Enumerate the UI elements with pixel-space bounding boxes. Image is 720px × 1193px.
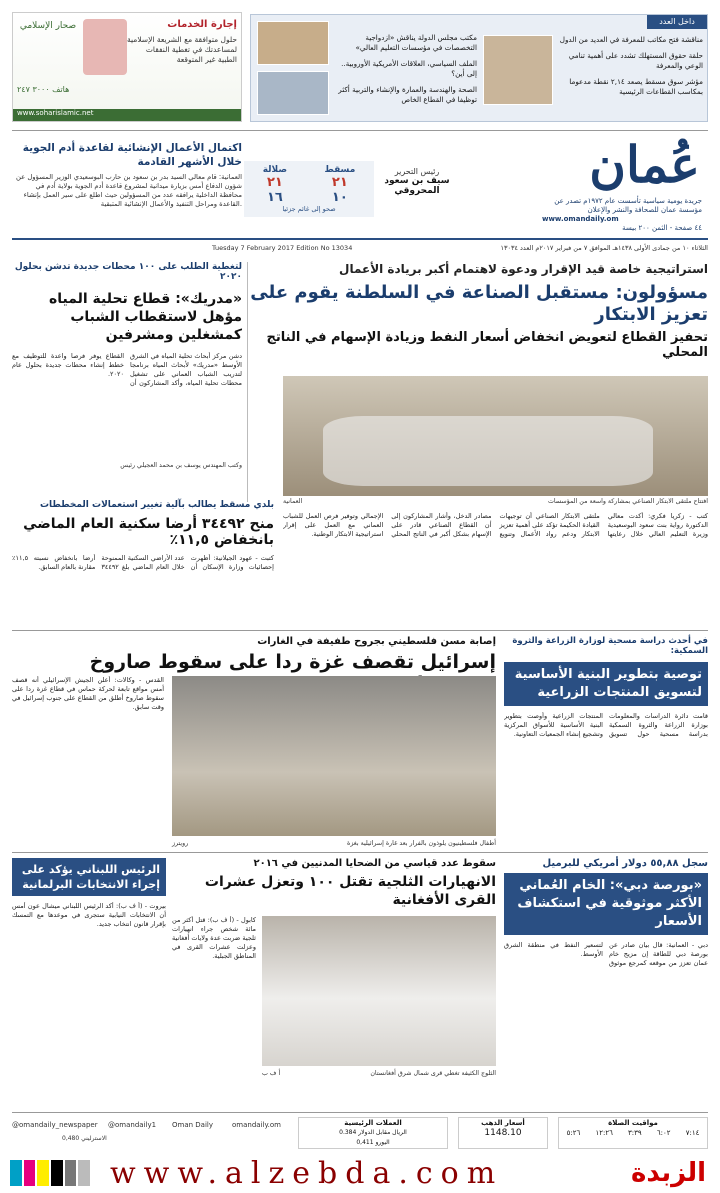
gaza-credit: رويترز bbox=[172, 840, 189, 847]
watermark-logo: الزبدة bbox=[631, 1158, 706, 1188]
masthead bbox=[12, 130, 708, 240]
weather-low: ١٠ bbox=[331, 190, 348, 205]
inside-issue-box bbox=[250, 14, 708, 122]
advert-photo bbox=[83, 19, 127, 75]
masthead-site[interactable]: www.omandaily.om bbox=[542, 215, 619, 223]
oil-headline[interactable]: «بورصة دبي»: الخام العُماني الأكثر موثوقية في استكشاف الأسعار bbox=[504, 873, 708, 935]
lebanon-headline[interactable]: الرئيس اللبناني يؤكد على إجراء الانتخابات البرلمانية bbox=[12, 858, 166, 896]
weather-label: صحو إلى غائم جزئيا bbox=[282, 205, 336, 213]
lead-photo-caption: افتتاح ملتقى الابتكار الصناعي بمشاركة واسعة من المؤسسات bbox=[547, 498, 708, 505]
inside-item[interactable]: الصحة والهندسة والعمارة والإنشاء والتربية أكثر توظيفا في القطاع الخاص bbox=[338, 85, 477, 104]
masthead-news bbox=[12, 141, 242, 209]
inside-list-right bbox=[557, 35, 703, 97]
social-instagram[interactable]: @omandaily_newspaper bbox=[12, 1121, 98, 1129]
editor-name: سيف بن سعود المحروقي bbox=[384, 176, 450, 196]
inside-list-left bbox=[337, 33, 477, 105]
lead-photo-table bbox=[323, 416, 653, 486]
desal-body: دشن مركز أبحاث تحلية المياه في الشرق الأوسط «مدريك» لأبحاث المياه برنامجا لتدريب الشباب العماني على تشغيل محطات تحلية المياه، وأكد المشاركون أن القطاع يوفر فرصا واعدة للتوظيف مع خطط إنشاء محطات جديدة بحلول عام ٢٠٢٠. bbox=[12, 352, 242, 387]
lead-photo bbox=[283, 376, 708, 496]
gold-label: أسعار الذهب bbox=[481, 1119, 525, 1127]
inside-item[interactable]: الملف السياسي، العلاقات الأمريكية الأوروبية.. إلى أين؟ bbox=[341, 59, 477, 78]
inside-issue-header: داخل العدد bbox=[647, 15, 707, 29]
desal-headline[interactable]: «مدريك»: قطاع تحلية المياه مؤهل لاستقطاب الشباب كمشغلين ومشرفين bbox=[49, 291, 242, 343]
desal-story bbox=[12, 262, 242, 470]
land-kicker: بلدي مسقط يطالب بآلية تغيير استعمالات المخططات bbox=[39, 500, 274, 510]
social-site[interactable]: omandaily.om bbox=[232, 1121, 281, 1129]
weather-low: ١٦ bbox=[266, 190, 283, 205]
dateline-ar: الثلاثاء ١٠ من جمادى الأولى ١٤٣٨هـ الموافق ٧ من فبراير ٢٠١٧م العدد ١٣٠٣٤ bbox=[500, 244, 708, 252]
desal-kicker: لتغطية الطلب على ١٠٠ محطات جديدة تدشن بحلول ٢٠٢٠ bbox=[14, 262, 242, 282]
weather-city: مسقط bbox=[324, 165, 356, 175]
dateline-en: Tuesday 7 February 2017 Edition No 13034 bbox=[212, 244, 353, 252]
gaza-headline[interactable]: إسرائيل تقصف غزة ردا على سقوط صاروخ bbox=[89, 651, 496, 673]
inside-item[interactable]: مؤشر سوق مسقط يصعد ٢,١٤ نقطة مدعوما بمكاسب القطاعات الرئيسية bbox=[569, 77, 703, 96]
prayer-time: ٦:٠٢ bbox=[656, 1129, 671, 1137]
inside-item[interactable]: حلقة حقوق المستهلك تشدد على أهمية تنامي الوعي والمعرفة bbox=[568, 51, 703, 70]
inside-thumb-2 bbox=[257, 71, 329, 115]
currency-box bbox=[298, 1117, 448, 1149]
advert-brand: صحار الإسلامي bbox=[19, 21, 77, 31]
masthead-subtitle-text: جريدة يومية سياسية تأسست عام ١٩٧٢م تصدر عن مؤسسة عمان للصحافة والنشر والإعلان bbox=[554, 197, 702, 214]
prayer-time: ٣:٣٩ bbox=[628, 1129, 642, 1137]
land-story bbox=[12, 500, 274, 624]
afghan-photo bbox=[262, 916, 496, 1066]
prayer-label: مواقيت الصلاة bbox=[608, 1119, 658, 1127]
footer-ticker bbox=[12, 1112, 708, 1152]
lead-headline[interactable]: مسؤولون: مستقبل الصناعة في السلطنة يقوم على تعزيز الابتكار bbox=[250, 282, 708, 325]
lead-story bbox=[250, 262, 708, 360]
gaza-body: القدس - وكالات: أعلن الجيش الإسرائيلي أنه قصف أمس مواقع تابعة لحركة حماس في قطاع غزة ردا على سقوط صاروخ أطلق من القطاع على جنوب إسرائيل في وقت سابق. bbox=[12, 676, 164, 711]
gaza-photo bbox=[172, 676, 496, 836]
advert-url[interactable]: www.soharislamic.net bbox=[13, 109, 241, 121]
gaza-caption: أطفال فلسطينيون يلوذون بالفرار بعد غارة إسرائيلية بغزة bbox=[347, 840, 496, 847]
masthead-price: ٤٤ صفحة - الثمن ٢٠٠ بيسة bbox=[622, 224, 702, 232]
afghan-story bbox=[172, 858, 496, 909]
inside-item[interactable]: مكتب مجلس الدولة يناقش «ازدواجية التخصصات في مؤسسات التعليم العالي» bbox=[355, 33, 477, 52]
gold-box bbox=[458, 1117, 548, 1149]
afghan-credit: أ ف ب bbox=[262, 1070, 281, 1077]
currency-label: العملات الرئيسية bbox=[344, 1119, 402, 1127]
dateline bbox=[12, 244, 708, 256]
oil-kicker: سجل ٥٥,٨٨ دولار أمريكي للبرميل bbox=[542, 858, 708, 869]
prayer-times-box bbox=[558, 1117, 708, 1149]
weather-box bbox=[244, 161, 374, 217]
editor-label: رئيس التحرير bbox=[394, 167, 440, 176]
lead-kicker: استراتيجية خاصة قيد الإقرار ودعوة لاهتمام أكبر بريادة الأعمال bbox=[339, 262, 708, 276]
lead-subhead: تحفيز القطاع لتعويض انخفاض أسعار النفط وزيادة الإسهام في الناتج المحلي bbox=[266, 330, 708, 360]
currency-rate: اليورو 0,411 bbox=[356, 1139, 390, 1146]
weather-high: ٢١ bbox=[266, 175, 283, 190]
land-body: كتبت - عهود الجيلانية: أظهرت إحصائيات وزارة الإسكان أن عدد الأراضي السكنية الممنوحة خلال العام الماضي بلغ ٣٤٤٩٢ أرضا بانخفاض نسبته ١١,٥٪ مقارنة بالعام السابق. bbox=[12, 554, 274, 571]
social-facebook[interactable]: Oman Daily bbox=[172, 1121, 213, 1129]
desal-author: وكتب المهندس يوسف بن محمد العجيلي رئيس bbox=[120, 462, 242, 469]
oil-story bbox=[504, 858, 708, 1111]
agri-story bbox=[504, 636, 708, 852]
advert-title: إجارة الخدمات bbox=[167, 19, 237, 30]
section-rule bbox=[12, 852, 708, 853]
section-rule bbox=[12, 630, 708, 631]
prayer-time: ٧:١٤ bbox=[685, 1129, 700, 1137]
land-headline[interactable]: منح ٣٤٤٩٢ أرضا سكنية العام الماضي بانخفاض ١١,٥٪ bbox=[23, 516, 274, 548]
inside-thumb-3 bbox=[483, 35, 553, 105]
masthead-news-title[interactable]: اكتمال الأعمال الإنشائية لقاعدة أدم الجوية خلال الأشهر القادمة bbox=[22, 142, 242, 168]
masthead-news-text: العمانية: قام معالي السيد بدر بن سعود بن حارب البوسعيدي الوزير المسؤول عن شؤون الدفاع أمس بزيارة ميدانية لمشروع قاعدة أدم الجوية بولاية أدم في محافظة الداخلية يرافقه عدد من المسؤولين حيث اطلع على سير العمل بإنشاء القاعدة ومراحل التنفيذ والأعمال الإنشائية المتبقية. bbox=[15, 173, 242, 208]
column-divider bbox=[247, 262, 248, 502]
currency-rate: الاسترليني 0,480 bbox=[62, 1135, 107, 1142]
gold-value: 1148.10 bbox=[484, 1128, 522, 1138]
lebanon-body: بيروت - (أ ف ب): أكد الرئيس اللبناني ميشال عون أمس أن الانتخابات النيابية ستجرى في موعدها مع التمسك بإقرار قانون انتخاب جديد. bbox=[12, 902, 166, 928]
currency-rate: الريال مقابل الدولار 0.384 bbox=[339, 1129, 407, 1136]
advert-text: حلول متوافقة مع الشريعة الإسلامية لمساعدتك في تغطية النفقات الطبية غير المتوقعة bbox=[127, 35, 237, 64]
inside-thumb-1 bbox=[257, 21, 329, 65]
masthead-subtitle bbox=[542, 197, 702, 233]
lebanon-story bbox=[12, 858, 166, 1082]
watermark-strip bbox=[0, 1156, 720, 1193]
newspaper-logo: عُمان bbox=[589, 135, 700, 194]
afghan-caption: الثلوج الكثيفة تغطي قرى شمال شرق أفغانستان bbox=[370, 1070, 496, 1077]
inside-item[interactable]: مناقشة فتح مكاتب للمعرفة في العديد من الدول bbox=[559, 35, 703, 44]
afghan-body: كابول - (أ ف ب): قتل أكثر من مائة شخص جراء انهيارات ثلجية ضربت عدة ولايات أفغانية وعزلت عشرات القرى في المناطق الجبلية. bbox=[172, 916, 256, 960]
color-bars bbox=[10, 1160, 90, 1186]
agri-kicker: في أحدث دراسة مسحية لوزارة الزراعة والثروة السمكية: bbox=[512, 636, 708, 656]
watermark-url[interactable]: www.alzebda.com bbox=[110, 1156, 504, 1191]
weather-city: صلالة bbox=[262, 165, 288, 175]
afghan-kicker: سقوط عدد قياسي من الضحايا المدنيين في ٢٠١٦ bbox=[253, 858, 496, 869]
agri-headline[interactable]: توصية بتطوير البنية الأساسية لتسويق المنتجات الزراعية bbox=[504, 662, 708, 706]
lead-body: كتب - زكريا فكري: أكدت معالي الدكتورة رواية بنت سعود البوسعيدية وزيرة التعليم العالي خلال رعايتها ملتقى الابتكار الصناعي أن توجيهات القيادة الحكيمة تؤكد على أهمية تعزيز الابتكار ودعم رواد الأعمال وتنويع مصادر الدخل، وأشار المشاركون إلى أن القطاع الصناعي قادر على الإسهام بشكل أكبر في الناتج المحلي الإجمالي وتوفير فرص العمل للشباب العماني مع العمل على إقرار استراتيجية الابتكار الوطنية. bbox=[283, 512, 708, 538]
prayer-time: ٥:٢٦ bbox=[566, 1129, 581, 1137]
editor-block bbox=[377, 167, 457, 196]
afghan-headline[interactable]: الانهيارات الثلجية تقتل ١٠٠ وتعزل عشرات القرى الأفغانية bbox=[204, 874, 496, 908]
prayer-time: ١٢:٢٦ bbox=[595, 1129, 613, 1137]
agri-body: قامت دائرة الدراسات والمعلومات بوزارة الزراعة والثروة السمكية بدراسة مسحية حول تسويق المنتجات الزراعية وأوصت بتطوير البنية الأساسية للأسواق المركزية وتشجيع إنشاء الجمعيات التعاونية. bbox=[504, 712, 708, 738]
weather-high: ٢١ bbox=[331, 175, 348, 190]
lead-photo-credit: العمانية bbox=[283, 498, 303, 505]
oil-body: دبي - العمانية: قال بيان صادر عن بورصة دبي للطاقة إن مزيج خام عمان تعزز من موقعه كمرجع موثوق لتسعير النفط في منطقة الشرق الأوسط. bbox=[504, 941, 708, 967]
gaza-kicker: إصابة مسن فلسطيني بجروح طفيفة في الغارات bbox=[257, 636, 496, 647]
top-advert[interactable] bbox=[12, 12, 242, 122]
advert-phone: هاتف ٣٠٠٠ ٢٤٧ bbox=[17, 85, 70, 94]
social-twitter[interactable]: @omandaily1 bbox=[108, 1121, 157, 1129]
